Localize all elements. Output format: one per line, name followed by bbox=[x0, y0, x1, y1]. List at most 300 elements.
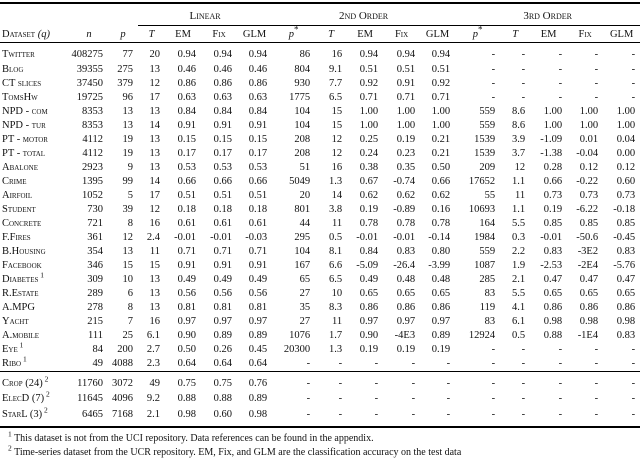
value-cell: 0.91 bbox=[396, 78, 416, 89]
value-cell: 6465 bbox=[82, 408, 103, 420]
dataset-name: Crime bbox=[2, 176, 27, 187]
table-row bbox=[0, 287, 640, 301]
value-cell: 111 bbox=[88, 330, 103, 341]
value-cell: 1.00 bbox=[543, 106, 563, 117]
value-cell: 0.46 bbox=[248, 64, 268, 75]
value-cell: 55 bbox=[484, 190, 496, 201]
value-cell: 0.90 bbox=[177, 330, 197, 341]
value-cell: -1.38 bbox=[540, 148, 563, 159]
value-cell: 2.2 bbox=[511, 246, 526, 257]
value-cell: 1.00 bbox=[579, 106, 599, 117]
value-cell: 0.83 bbox=[616, 330, 636, 341]
value-cell: 0.47 bbox=[543, 274, 563, 285]
value-cell: -0.01 bbox=[210, 232, 233, 243]
value-cell: 13 bbox=[149, 64, 161, 75]
value-cell: 408275 bbox=[71, 48, 103, 60]
dataset-name: Diabetes $^1$ bbox=[2, 270, 44, 285]
value-cell: 12 bbox=[149, 78, 161, 89]
value-cell: 3.7 bbox=[511, 148, 526, 159]
table-row bbox=[0, 119, 640, 133]
value-cell: - bbox=[491, 48, 496, 60]
value-cell: 14 bbox=[331, 190, 343, 201]
dataset-name: PT - motor bbox=[2, 134, 48, 145]
value-cell: 99 bbox=[122, 176, 134, 187]
table-row bbox=[0, 245, 640, 259]
value-cell: -1.09 bbox=[540, 134, 563, 145]
value-cell: 49 bbox=[149, 377, 161, 389]
value-cell: 0.98 bbox=[177, 408, 197, 420]
value-cell: - bbox=[594, 344, 599, 355]
value-cell: 4.1 bbox=[511, 302, 526, 313]
value-cell: 6.1 bbox=[146, 330, 161, 341]
value-cell: 13 bbox=[149, 162, 161, 173]
value-cell: 11 bbox=[514, 190, 526, 201]
value-cell: 0.94 bbox=[431, 48, 451, 60]
value-cell: 0.78 bbox=[396, 218, 416, 229]
value-cell: - bbox=[491, 64, 496, 75]
value-cell: -0.01 bbox=[393, 232, 416, 243]
value-cell: 8.1 bbox=[328, 246, 343, 257]
value-cell: 5.5 bbox=[511, 218, 526, 229]
value-cell: 0.76 bbox=[248, 377, 268, 389]
value-cell: 104 bbox=[294, 106, 311, 117]
dataset-name: Yacht bbox=[2, 316, 29, 327]
value-cell: 0.38 bbox=[359, 162, 379, 173]
value-cell: 0.71 bbox=[431, 92, 451, 103]
value-cell: -6.22 bbox=[576, 204, 599, 215]
table-row bbox=[0, 147, 640, 161]
value-cell: 0.86 bbox=[213, 78, 233, 89]
footnote-1-marker: 1 bbox=[8, 429, 12, 439]
value-cell: 0.5 bbox=[511, 330, 526, 341]
value-cell: 1.1 bbox=[511, 176, 526, 187]
value-cell: 0.98 bbox=[579, 316, 599, 327]
value-cell: -0.01 bbox=[356, 232, 379, 243]
value-cell: 0.97 bbox=[396, 316, 416, 327]
value-cell: 9 bbox=[127, 162, 134, 173]
dataset-name: NPD - tur bbox=[2, 120, 46, 131]
value-cell: 15 bbox=[122, 260, 134, 271]
col-Fix-2nd: Fix bbox=[383, 26, 420, 43]
table-row bbox=[0, 43, 640, 64]
value-cell: 730 bbox=[87, 204, 103, 215]
footnote-marker: 2 bbox=[42, 374, 49, 383]
value-cell: - bbox=[631, 344, 636, 355]
value-cell: 0.86 bbox=[431, 302, 451, 313]
footnote-1 bbox=[8, 429, 640, 446]
value-cell: 0.86 bbox=[543, 302, 563, 313]
value-cell: - bbox=[631, 64, 636, 75]
value-cell: - bbox=[631, 358, 636, 369]
value-cell: 0.62 bbox=[359, 190, 379, 201]
footnote-2-text: Time-series dataset from the UCR repository. EM, Fix, and GLM are the classification accuracy on the test data bbox=[14, 447, 462, 458]
value-cell: 5 bbox=[127, 190, 134, 201]
col-EM-2nd: EM bbox=[347, 26, 383, 43]
value-cell: 0.23 bbox=[396, 148, 416, 159]
dataset-name: ElecD (7) $^2$ bbox=[2, 389, 50, 404]
value-cell: 0.71 bbox=[396, 92, 416, 103]
value-cell: 1.00 bbox=[616, 106, 636, 117]
value-cell: 9.2 bbox=[146, 393, 161, 404]
value-cell: - bbox=[491, 78, 496, 89]
value-cell: - bbox=[594, 78, 599, 89]
value-cell: 0.89 bbox=[213, 330, 233, 341]
value-cell: -1E4 bbox=[577, 330, 599, 341]
value-cell: 1052 bbox=[82, 190, 103, 201]
value-cell: 16 bbox=[331, 162, 343, 173]
value-cell: 0.60 bbox=[213, 408, 233, 420]
value-cell: 0.92 bbox=[359, 78, 379, 89]
value-cell: 8353 bbox=[82, 120, 103, 131]
value-cell: - bbox=[558, 377, 563, 389]
value-cell: 0.84 bbox=[248, 106, 268, 117]
value-cell: - bbox=[338, 393, 343, 404]
value-cell: - bbox=[594, 64, 599, 75]
value-cell: 0.94 bbox=[248, 48, 268, 60]
col-GLM-3rd: GLM bbox=[603, 26, 640, 43]
value-cell: 0.04 bbox=[616, 134, 636, 145]
value-cell: 10693 bbox=[468, 204, 496, 215]
value-cell: 0.91 bbox=[177, 260, 197, 271]
value-cell: 1.7 bbox=[328, 330, 343, 341]
value-cell: 0.75 bbox=[177, 377, 197, 389]
value-cell: 0.75 bbox=[213, 377, 233, 389]
value-cell: 3.8 bbox=[328, 204, 343, 215]
dataset-name: A.mobile bbox=[2, 330, 40, 341]
value-cell: 559 bbox=[479, 246, 496, 257]
value-cell: 6.5 bbox=[328, 274, 343, 285]
value-cell: 209 bbox=[479, 162, 496, 173]
value-cell: 13 bbox=[149, 106, 161, 117]
value-cell: -0.01 bbox=[540, 232, 563, 243]
value-cell: 16 bbox=[331, 48, 343, 60]
value-cell: 0.89 bbox=[248, 330, 268, 341]
value-cell: - bbox=[306, 393, 311, 404]
value-cell: 19725 bbox=[76, 92, 103, 103]
value-cell: - bbox=[306, 377, 311, 389]
value-cell: 0.84 bbox=[359, 246, 379, 257]
value-cell: 17 bbox=[149, 92, 161, 103]
value-cell: 0.84 bbox=[177, 106, 197, 117]
value-cell: 0.19 bbox=[431, 344, 451, 355]
value-cell: -0.45 bbox=[613, 232, 636, 243]
value-cell: 1087 bbox=[474, 260, 496, 271]
value-cell: - bbox=[491, 377, 496, 389]
value-cell: 0.97 bbox=[359, 316, 379, 327]
uci-datasets-section bbox=[0, 43, 640, 372]
footnote-marker: 2 bbox=[44, 389, 50, 399]
value-cell: 1.9 bbox=[511, 260, 526, 271]
value-cell: - bbox=[558, 92, 563, 103]
value-cell: 17652 bbox=[468, 176, 496, 187]
value-cell: 0.24 bbox=[359, 148, 379, 159]
value-cell: - bbox=[374, 393, 379, 404]
value-cell: 0.71 bbox=[359, 92, 379, 103]
value-cell: 27 bbox=[299, 316, 311, 327]
value-cell: 0.17 bbox=[213, 148, 233, 159]
value-cell: 215 bbox=[87, 316, 103, 327]
table-row bbox=[0, 372, 640, 393]
value-cell: - bbox=[338, 377, 343, 389]
results-table bbox=[0, 2, 640, 428]
value-cell: 0.89 bbox=[248, 393, 268, 404]
value-cell: 0.66 bbox=[543, 176, 563, 187]
value-cell: 0.65 bbox=[579, 288, 599, 299]
table-row bbox=[0, 231, 640, 245]
table-row bbox=[0, 392, 640, 406]
value-cell: 0.81 bbox=[177, 302, 197, 313]
value-cell: 0.86 bbox=[396, 302, 416, 313]
footnote-marker: 1 bbox=[21, 354, 27, 364]
value-cell: 0.83 bbox=[543, 246, 563, 257]
footnote-2 bbox=[8, 443, 640, 460]
value-cell: 0.78 bbox=[431, 218, 451, 229]
value-cell: 3.9 bbox=[511, 134, 526, 145]
value-cell: 20300 bbox=[283, 344, 311, 355]
value-cell: 84 bbox=[92, 344, 103, 355]
value-cell: 20 bbox=[299, 190, 311, 201]
dataset-name: Twitter bbox=[2, 48, 35, 60]
value-cell: 0.78 bbox=[359, 218, 379, 229]
dataset-name: R.Estate bbox=[2, 288, 39, 299]
value-cell: 2923 bbox=[82, 162, 103, 173]
value-cell: 0.19 bbox=[396, 134, 416, 145]
value-cell: - bbox=[558, 48, 563, 60]
value-cell: 0.18 bbox=[213, 204, 233, 215]
value-cell: - bbox=[491, 358, 496, 369]
dataset-name: PT - total bbox=[2, 148, 46, 159]
value-cell: 0.56 bbox=[213, 288, 233, 299]
value-cell: 0.50 bbox=[177, 344, 197, 355]
value-cell: 275 bbox=[117, 64, 134, 75]
value-cell: 0.66 bbox=[213, 176, 233, 187]
col-n: n bbox=[70, 26, 108, 43]
value-cell: 0.85 bbox=[543, 218, 563, 229]
value-cell: 0.91 bbox=[248, 120, 268, 131]
value-cell: 1076 bbox=[289, 330, 311, 341]
value-cell: 0.61 bbox=[177, 218, 197, 229]
value-cell: 0.51 bbox=[359, 64, 379, 75]
table-row bbox=[0, 203, 640, 217]
value-cell: 11 bbox=[331, 316, 343, 327]
table-header bbox=[0, 3, 640, 43]
value-cell: 0.19 bbox=[359, 344, 379, 355]
value-cell: 278 bbox=[87, 302, 103, 313]
value-cell: -0.22 bbox=[576, 176, 599, 187]
value-cell: 0.12 bbox=[616, 162, 636, 173]
value-cell: - bbox=[631, 92, 636, 103]
value-cell: 19 bbox=[122, 148, 134, 159]
value-cell: 0.91 bbox=[213, 260, 233, 271]
value-cell: 0.65 bbox=[616, 288, 636, 299]
value-cell: 0.86 bbox=[579, 302, 599, 313]
value-cell: 0.86 bbox=[616, 302, 636, 313]
value-cell: - bbox=[521, 377, 526, 389]
value-cell: -0.03 bbox=[245, 232, 268, 243]
value-cell: 2.4 bbox=[146, 232, 161, 243]
value-cell: 0.46 bbox=[213, 64, 233, 75]
value-cell: 1.00 bbox=[396, 106, 416, 117]
value-cell: - bbox=[558, 408, 563, 420]
value-cell: 0.97 bbox=[177, 316, 197, 327]
value-cell: 8 bbox=[127, 218, 134, 229]
value-cell: - bbox=[338, 408, 343, 420]
value-cell: 0.88 bbox=[543, 330, 563, 341]
value-cell: 0.49 bbox=[359, 274, 379, 285]
value-cell: 1984 bbox=[474, 232, 496, 243]
dataset-name: Student bbox=[2, 204, 36, 215]
value-cell: 11 bbox=[331, 218, 343, 229]
value-cell: 0.48 bbox=[431, 274, 451, 285]
value-cell: 35 bbox=[299, 302, 311, 313]
value-cell: - bbox=[521, 64, 526, 75]
group-3rd-order: 3rd Order bbox=[455, 3, 640, 26]
value-cell: 0.47 bbox=[579, 274, 599, 285]
value-cell: -3.99 bbox=[428, 260, 451, 271]
value-cell: 39 bbox=[122, 204, 134, 215]
value-cell: 0.98 bbox=[543, 316, 563, 327]
value-cell: 0.97 bbox=[248, 316, 268, 327]
value-cell: 4088 bbox=[112, 358, 134, 369]
value-cell: 0.3 bbox=[511, 232, 526, 243]
value-cell: 10 bbox=[331, 288, 343, 299]
value-cell: - bbox=[558, 64, 563, 75]
value-cell: 2.3 bbox=[146, 358, 161, 369]
value-cell: - bbox=[631, 48, 636, 60]
value-cell: - bbox=[446, 377, 451, 389]
col-pstar-2nd: p* bbox=[272, 26, 315, 43]
value-cell: 8 bbox=[127, 302, 134, 313]
footnote-marker: 1 bbox=[17, 340, 24, 350]
value-cell: 0.49 bbox=[213, 274, 233, 285]
table-row bbox=[0, 406, 640, 427]
value-cell: 39355 bbox=[76, 64, 103, 75]
value-cell: 19 bbox=[122, 134, 134, 145]
value-cell: - bbox=[411, 408, 416, 420]
value-cell: 0.48 bbox=[396, 274, 416, 285]
value-cell: - bbox=[491, 408, 496, 420]
value-cell: 0.84 bbox=[213, 106, 233, 117]
value-cell: 16 bbox=[149, 316, 161, 327]
col-pstar-3rd: p* bbox=[455, 26, 500, 43]
value-cell: - bbox=[491, 92, 496, 103]
value-cell: 309 bbox=[87, 274, 103, 285]
value-cell: - bbox=[594, 48, 599, 60]
value-cell: 559 bbox=[479, 106, 496, 117]
value-cell: 0.92 bbox=[431, 78, 451, 89]
value-cell: - bbox=[594, 92, 599, 103]
value-cell: 3072 bbox=[112, 377, 134, 389]
value-cell: 13 bbox=[149, 274, 161, 285]
col-T-linear: T bbox=[138, 26, 165, 43]
value-cell: 0.19 bbox=[543, 204, 563, 215]
value-cell: 0.16 bbox=[431, 204, 451, 215]
value-cell: 0.56 bbox=[248, 288, 268, 299]
value-cell: 0.65 bbox=[359, 288, 379, 299]
col-p: p bbox=[108, 26, 138, 43]
value-cell: 346 bbox=[87, 260, 103, 271]
value-cell: 0.28 bbox=[543, 162, 563, 173]
value-cell: 0.71 bbox=[248, 246, 268, 257]
col-Fix-linear: Fix bbox=[201, 26, 237, 43]
value-cell: 0.88 bbox=[213, 393, 233, 404]
value-cell: 0.66 bbox=[248, 176, 268, 187]
value-cell: 930 bbox=[294, 78, 311, 89]
group-header-row bbox=[0, 3, 640, 26]
dataset-name: CT slices bbox=[2, 78, 42, 89]
value-cell: 4112 bbox=[82, 134, 103, 145]
value-cell: 0.86 bbox=[177, 78, 197, 89]
value-cell: 0.73 bbox=[579, 190, 599, 201]
value-cell: 8.6 bbox=[511, 106, 526, 117]
footnote-marker: 1 bbox=[38, 270, 44, 280]
value-cell: - bbox=[558, 78, 563, 89]
value-cell: 49 bbox=[92, 358, 103, 369]
value-cell: 0.67 bbox=[359, 176, 379, 187]
value-cell: 0.49 bbox=[248, 274, 268, 285]
dataset-name: F.Fires bbox=[2, 232, 31, 243]
table-row bbox=[0, 161, 640, 175]
value-cell: 200 bbox=[117, 344, 134, 355]
col-GLM-linear: GLM bbox=[237, 26, 272, 43]
col-EM-linear: EM bbox=[165, 26, 201, 43]
table-row bbox=[0, 259, 640, 273]
value-cell: 0.91 bbox=[248, 260, 268, 271]
footnotes bbox=[0, 429, 640, 460]
value-cell: 0.56 bbox=[177, 288, 197, 299]
value-cell: 20 bbox=[149, 48, 161, 60]
value-cell: - bbox=[374, 358, 379, 369]
value-cell: 2.1 bbox=[146, 408, 161, 420]
value-cell: 0.17 bbox=[177, 148, 197, 159]
value-cell: 15 bbox=[331, 120, 343, 131]
value-cell: 1775 bbox=[289, 92, 311, 103]
value-cell: 7 bbox=[127, 316, 134, 327]
value-cell: 2.7 bbox=[146, 344, 161, 355]
value-cell: 1.3 bbox=[328, 344, 343, 355]
value-cell: 0.63 bbox=[213, 92, 233, 103]
value-cell: -0.04 bbox=[576, 148, 599, 159]
value-cell: 1.00 bbox=[616, 120, 636, 131]
value-cell: - bbox=[411, 358, 416, 369]
value-cell: 0.97 bbox=[431, 316, 451, 327]
value-cell: - bbox=[558, 393, 563, 404]
value-cell: 0.51 bbox=[431, 64, 451, 75]
value-cell: 0.26 bbox=[213, 344, 233, 355]
dataset-name: Eye $^1$ bbox=[2, 340, 24, 355]
footnote-1-text: This dataset is not from the UCI repository. Data references can be found in the appendix. bbox=[14, 433, 374, 444]
value-cell: 0.51 bbox=[396, 64, 416, 75]
value-cell: - bbox=[594, 377, 599, 389]
value-cell: 0.83 bbox=[396, 246, 416, 257]
value-cell: 0.85 bbox=[616, 218, 636, 229]
value-cell: -0.89 bbox=[393, 204, 416, 215]
value-cell: 65 bbox=[299, 274, 311, 285]
value-cell: 0.46 bbox=[177, 64, 197, 75]
value-cell: 0.80 bbox=[431, 246, 451, 257]
table-row bbox=[0, 357, 640, 372]
value-cell: 0.65 bbox=[396, 288, 416, 299]
value-cell: 0.86 bbox=[248, 78, 268, 89]
value-cell: 5.5 bbox=[511, 288, 526, 299]
value-cell: 6.5 bbox=[328, 92, 343, 103]
table-row bbox=[0, 329, 640, 343]
value-cell: 7.7 bbox=[328, 78, 343, 89]
value-cell: 83 bbox=[484, 288, 496, 299]
value-cell: 15 bbox=[331, 106, 343, 117]
value-cell: 104 bbox=[294, 120, 311, 131]
col-Fix-3rd: Fix bbox=[567, 26, 603, 43]
